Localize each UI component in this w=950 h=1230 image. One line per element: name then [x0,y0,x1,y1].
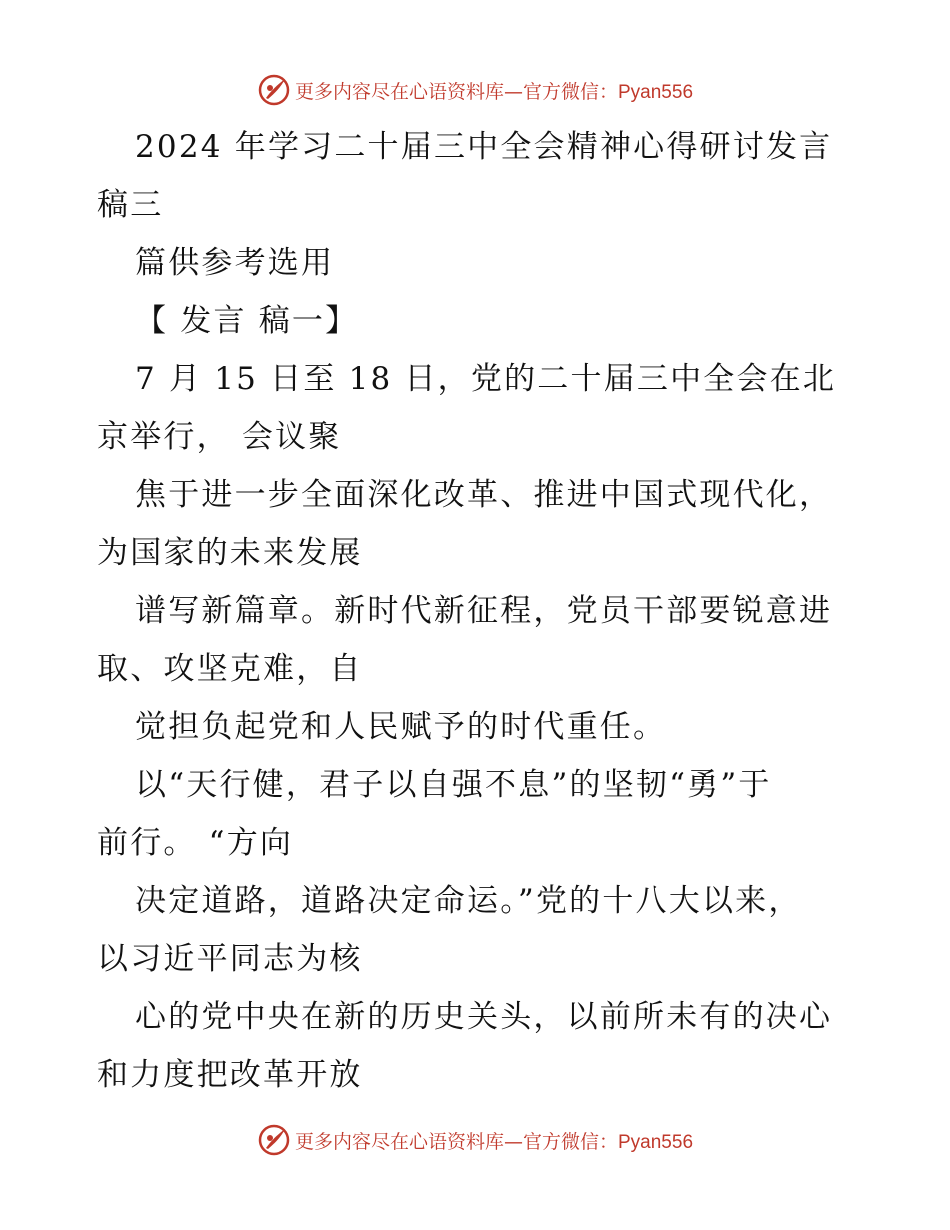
text-line: 为国家的未来发展 [97,535,363,571]
feather-seal-icon [257,73,291,107]
banner-text: 更多内容尽在心语资料库—官方微信：Pyan556 [294,1130,694,1153]
header-banner [0,70,950,110]
wechat-handle: Pyan556 [618,1131,694,1153]
text-line: 7 月 15 日至 18 日，党的二十届三中全会在北 [135,361,837,397]
text-line: 谱写新篇章。新时代新征程，党员干部要锐意进 [135,593,833,629]
text-line: 觉担负起党和人民赋予的时代重任。 [135,709,667,745]
text-line: 以习近平同志为核 [97,941,363,977]
text-line: 前行。 “方向 [97,825,294,861]
text-line: 和力度把改革开放 [97,1057,363,1093]
text-line: 篇供参考选用 [135,245,335,281]
text-line: 心的党中央在新的历史关头，以前所未有的决心 [135,999,833,1035]
banner-text: 更多内容尽在心语资料库—官方微信：Pyan556 [294,80,694,103]
text-line: 取、攻坚克难，自 [97,651,363,687]
section-heading: 【 发言 稿一】 [135,303,359,339]
text-line: 京举行， 会议聚 [97,419,342,455]
footer-banner [0,1120,950,1160]
document-body [97,118,857,1104]
text-line: 焦于进一步全面深化改革、推进中国式现代化， [135,477,833,513]
text-line: 稿三 [97,187,164,223]
text-line: 决定道路，道路决定命运。”党的十八大以来， [135,883,802,919]
text-line: 以“天行健，君子以自强不息”的坚韧“勇”于 [135,767,772,803]
feather-seal-icon [257,1123,291,1157]
wechat-handle: Pyan556 [618,81,694,103]
text-line: 2024 年学习二十届三中全会精神心得研讨发言 [135,129,833,165]
